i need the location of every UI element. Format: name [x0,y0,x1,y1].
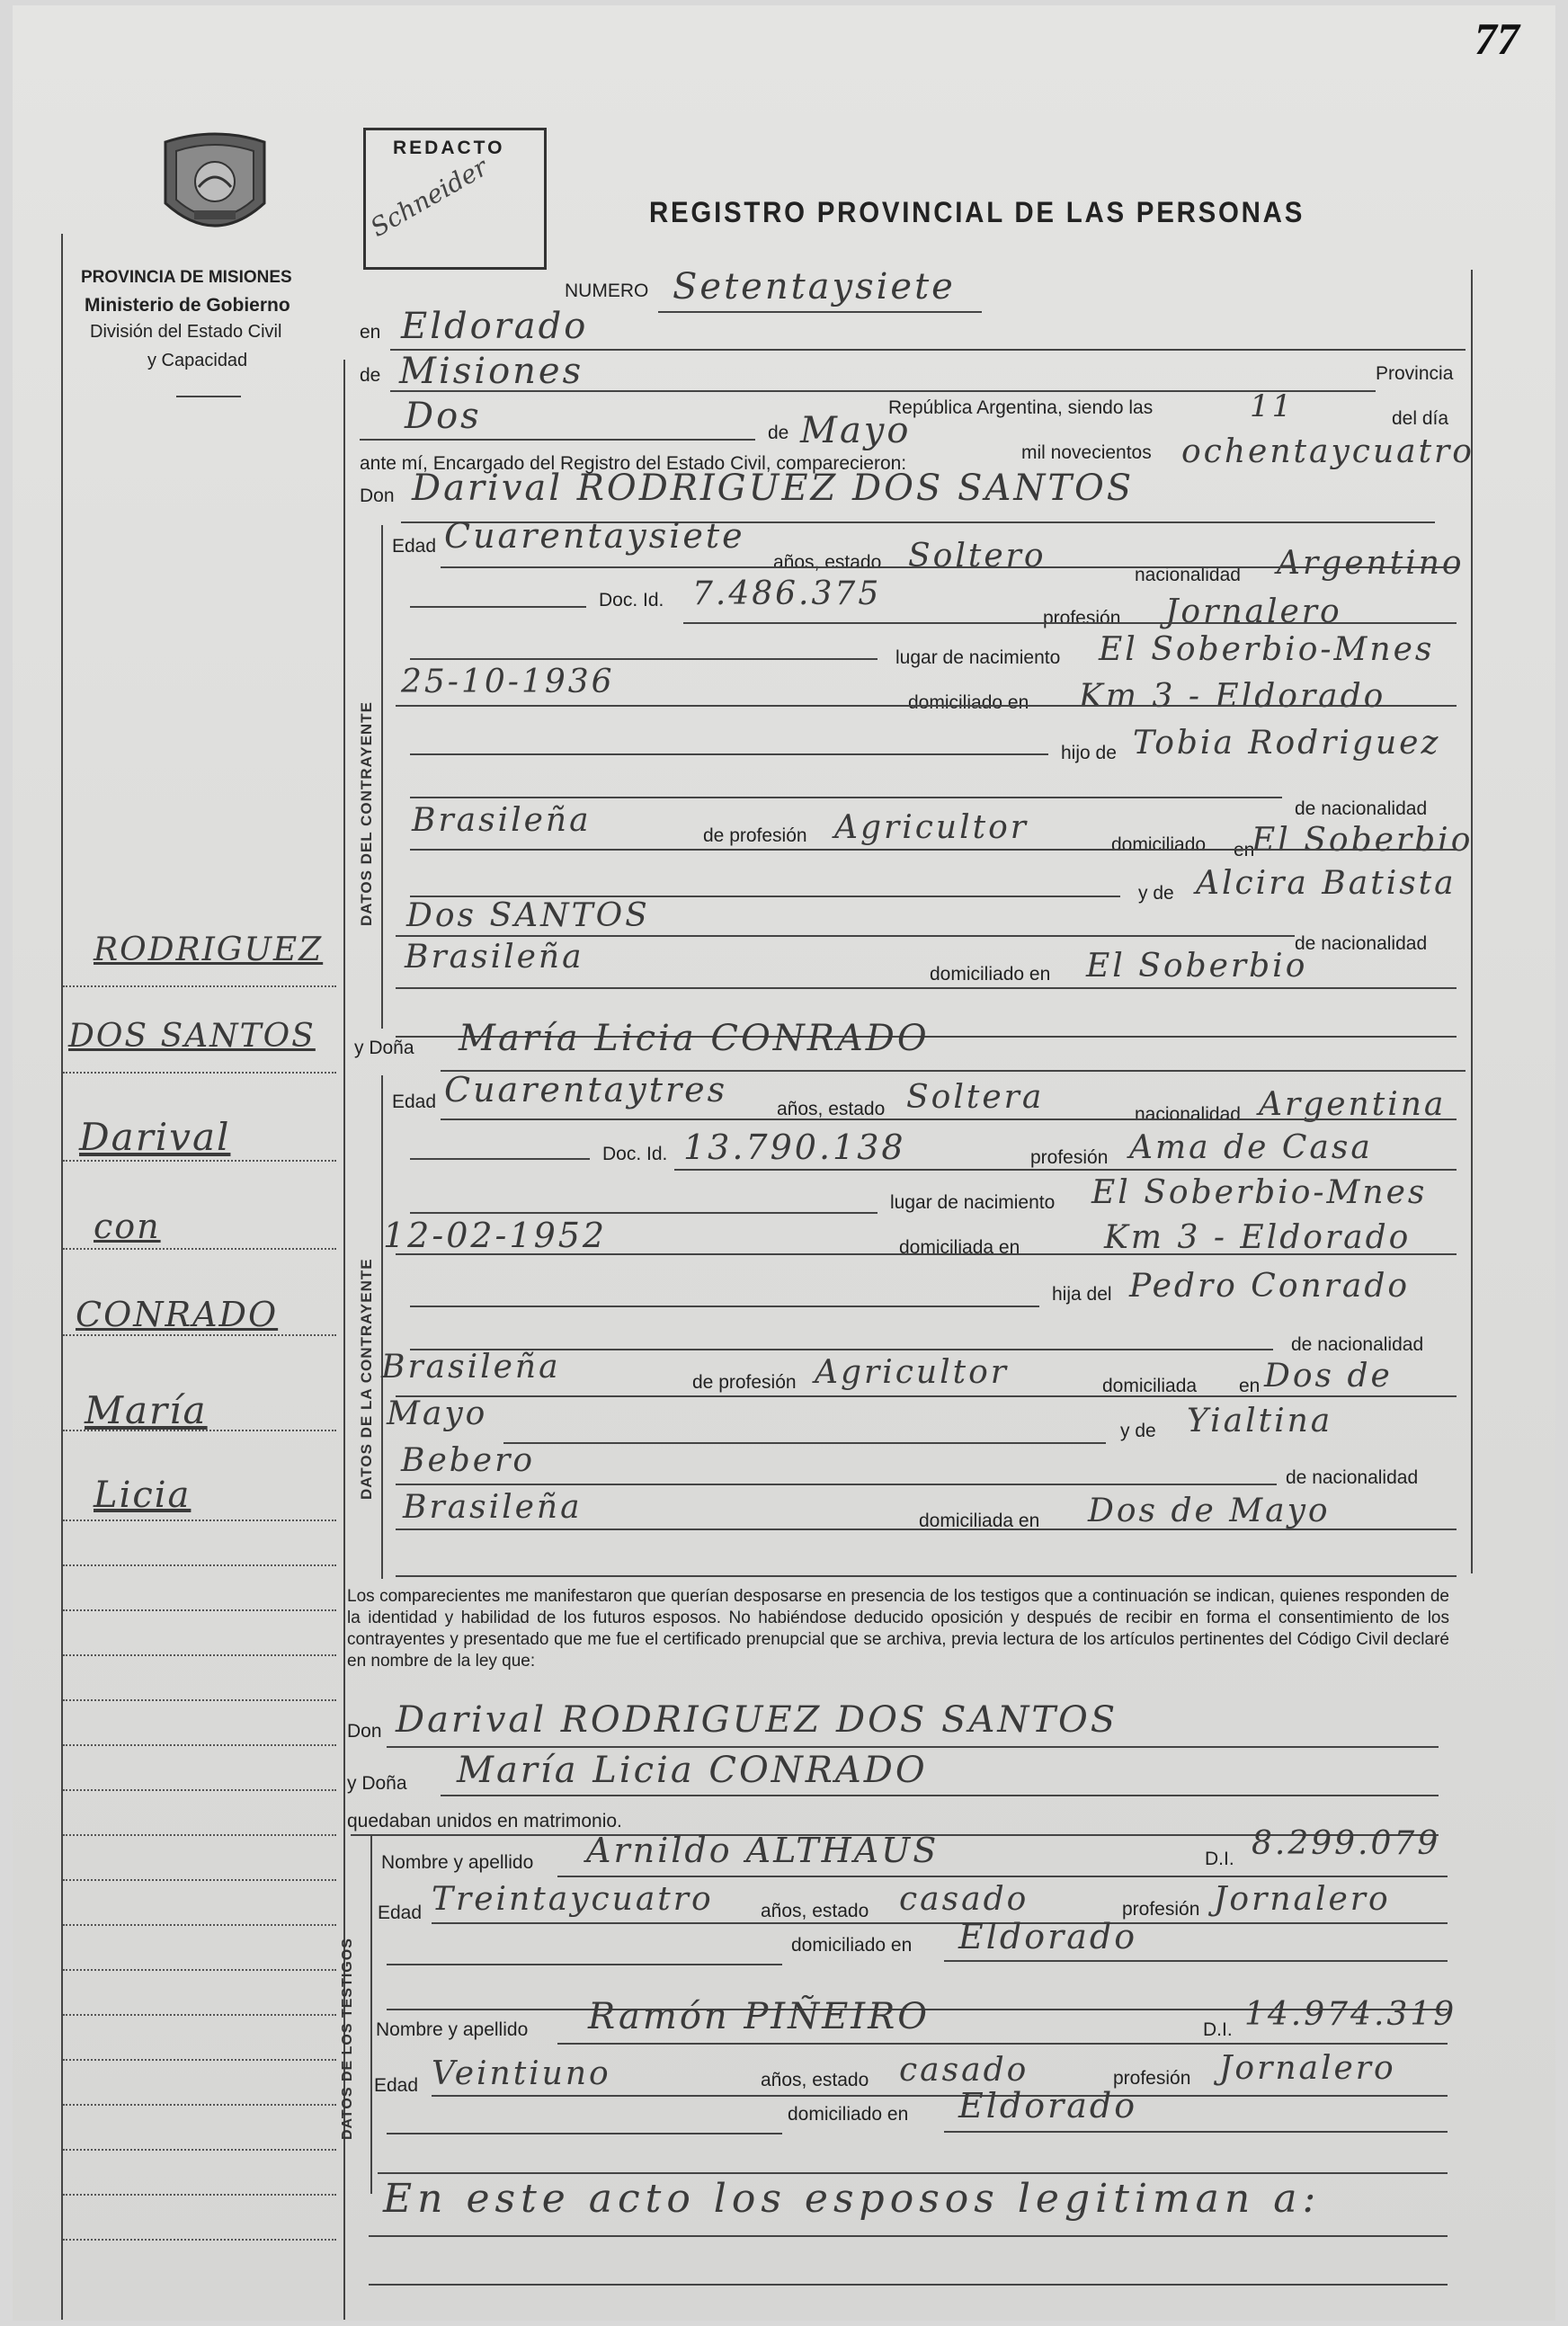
rule [658,311,982,313]
label-de-nac-madre-el: de nacionalidad [1295,933,1428,954]
side-title-contrayente: DATOS DEL CONTRAYENTE [358,701,375,926]
label-doc-el: Doc. Id. [599,590,664,610]
value-nac-padre-ella: Brasileña [381,1349,561,1386]
rule [410,606,586,608]
value-dona: María Licia CONRADO [459,1018,930,1059]
rule [944,2131,1448,2133]
label-edad-ella: Edad [392,1092,437,1112]
value-t1-di: 8.299.079 [1252,1825,1441,1862]
margin-rule [63,2104,336,2106]
value-estado-el: Soltero [908,538,1047,575]
rule [378,2172,1448,2174]
margin-note-1: RODRIGUEZ [94,931,324,968]
label-de-prof-padre-ella: de profesión [692,1372,797,1393]
margin-rule [63,1654,336,1656]
label-anos-estado-el: años, estado [773,552,882,573]
label-t2-nombre: Nombre y apellido [376,2019,529,2040]
value-t2-di: 14.974.319 [1244,1996,1457,2033]
value-prof-padre-ella: Agricultor [815,1354,1009,1391]
side-title-la-contrayente: DATOS DE LA CONTRAYENTE [358,1258,375,1500]
left-margin-line [61,234,63,2320]
declaration-paragraph: Los comparecientes me manifestaron que querían desposarse en presencia de los testigos que a continuación se indican, quienes responden de la identidad y habilidad de los futuros esposos. No habiéndose deducido oposición y después de recibir en forma el consentimiento de los contrayentes y presentado que me fue el certificado prenupcial que se archiva, previa lectura de los artículos pertinentes del Código Civil declaré en nombre de la ley que: [347,1587,1449,1671]
label-domiciliado-padre-el: domiciliado [1111,834,1207,855]
margin-note-4: con [94,1207,161,1246]
value-prof-el: Jornalero [1165,593,1342,630]
label-y-dona-2: y Doña [347,1773,407,1794]
label-lugar-el: lugar de nacimiento [895,647,1061,668]
label-de-nac-madre-ella: de nacionalidad [1286,1467,1419,1488]
margin-rule [63,1969,336,1971]
section-bracket [381,1075,383,1579]
value-fecha-el: 25-10-1936 [401,664,615,700]
rule [369,2235,1448,2237]
label-dom-madre-ella: domiciliada en [919,1511,1040,1531]
margin-rule [63,1699,336,1701]
label-nac-el: nacionalidad [1135,565,1241,585]
label-y-dona: y Doña [354,1038,414,1058]
value-t1-estado: casado [899,1881,1029,1918]
value-dom-padre-el: El Soberbio [1252,822,1474,859]
rule [390,390,1376,392]
value-lugar-el: El Soberbio-Mnes [1099,631,1435,668]
value-nac-padre-el: Brasileña [412,802,592,839]
label-anos-estado-ella: años, estado [777,1099,886,1119]
label-ante: ante mí, Encargado del Registro del Estado Civil, comparecieron: [360,453,907,474]
rule [396,1575,1457,1577]
value-prof-ella: Ama de Casa [1129,1129,1373,1166]
label-republica: República Argentina, siendo las [888,397,1154,418]
value-nac-madre-el: Brasileña [405,939,584,976]
value-dia: Dos [405,396,482,437]
rule [944,1960,1448,1962]
office-line-1: PROVINCIA DE MISIONES [81,268,292,287]
value-de: Misiones [399,351,584,392]
margin-rule [63,1160,336,1162]
margin-rule [63,1744,336,1746]
section-bracket [370,1834,372,2194]
margin-rule [63,2194,336,2196]
value-nac-madre-ella: Brasileña [403,1489,583,1526]
rule [410,849,1457,851]
rule [396,987,1457,989]
label-t2-di: D.I. [1203,2019,1233,2040]
margin-rule [63,1334,336,1336]
margin-rule [63,1609,336,1611]
margin-note-2: DOS SANTOS [68,1018,316,1055]
rule [441,1795,1439,1796]
margin-rule [63,1248,336,1250]
office-line-2: Ministerio de Gobierno [85,295,290,316]
margin-rule [63,1924,336,1926]
label-t1-anos-estado: años, estado [761,1901,869,1921]
value-madre-ella: Yialtina [1187,1403,1333,1439]
label-en-padre-el: en [1234,840,1255,860]
margin-rule [63,2239,336,2241]
value-t2-nombre: Ramón PIÑEIRO [588,1996,930,2037]
label-y-de-ella: y de [1120,1421,1156,1441]
office-line-3: División del Estado Civil [90,322,282,342]
section-bracket [381,525,383,1029]
label-mil: mil novecientos [1021,442,1152,463]
office-line-4: y Capacidad [147,351,248,370]
value-numero: Setentaysiete [673,266,956,307]
rule [432,1922,1448,1924]
value-dom-ella: Km 3 - Eldorado [1104,1219,1412,1256]
value-dona-2: María Licia CONRADO [457,1750,928,1791]
value-nac-ella: Argentina [1259,1086,1447,1123]
label-y-de-el: y de [1138,883,1174,904]
label-de-mes: de [768,423,789,443]
rule [503,1442,1106,1444]
label-dom-madre-el: domiciliado en [930,964,1051,985]
margin-rule [63,1879,336,1881]
rule [396,1484,1277,1485]
rule [387,1746,1439,1748]
value-estado-ella: Soltera [906,1079,1045,1116]
value-nac-el: Argentino [1277,545,1465,582]
margin-rule [63,2059,336,2061]
value-nota: En este acto los esposos legitiman a: [383,2176,1322,2222]
value-doc-ella: 13.790.138 [683,1127,906,1167]
margin-rule [63,1789,336,1791]
value-dom-madre-el: El Soberbio [1086,948,1308,985]
value-madre-el: Alcira Batista [1196,865,1457,902]
label-t1-prof: profesión [1122,1899,1200,1920]
rule [410,797,1282,798]
rule [410,753,1048,755]
rule [396,705,1457,707]
value-dom-padre-ella-2: Mayo [387,1395,488,1432]
label-t1-dom: domiciliado en [791,1935,913,1956]
rule [360,439,755,441]
page-number: 77 [1470,13,1524,64]
rule [557,1876,1448,1877]
stamp-signature: Schneider [365,152,493,243]
rule [396,1395,1457,1397]
rule [396,1528,1457,1530]
redacto-stamp [363,128,547,270]
label-lugar-ella: lugar de nacimiento [890,1192,1056,1213]
value-t2-edad: Veintiuno [432,2055,611,2092]
margin-note-3: Darival [79,1115,231,1159]
value-dom-madre-ella: Dos de Mayo [1088,1493,1331,1529]
rule [396,1253,1457,1255]
value-doc-el: 7.486.375 [692,575,882,612]
margin-note-7: Licia [94,1475,192,1516]
rule [410,658,878,660]
rule [369,2284,1448,2286]
margin-rule [63,985,336,987]
value-padre-el: Tobia Rodriguez [1133,725,1441,762]
label-prof-ella: profesión [1030,1147,1109,1168]
label-numero: NUMERO [565,281,649,301]
label-de-prof-padre-el: de profesión [703,825,807,846]
label-en: en [360,322,381,343]
value-t2-estado: casado [899,2052,1029,2089]
label-de-nac-padre-el: de nacionalidad [1295,798,1428,819]
value-padre-ella: Pedro Conrado [1129,1268,1411,1305]
value-hora: 11 [1250,388,1295,424]
label-nac-ella: nacionalidad [1135,1104,1241,1125]
margin-rule [63,1564,336,1566]
value-t1-dom: Eldorado [958,1917,1138,1956]
rule [441,1118,1457,1120]
label-hijo-de: hijo de [1061,743,1117,763]
label-quedaban: quedaban unidos en matrimonio. [347,1811,622,1831]
rule [387,2133,782,2134]
value-madre-el-2: Dos SANTOS [406,897,650,934]
label-t1-di: D.I. [1205,1849,1234,1869]
value-t2-prof: Jornalero [1219,2050,1396,2087]
label-de: de [360,365,381,386]
side-title-testigos: DATOS DE LOS TESTIGOS [340,1938,355,2140]
label-t2-dom: domiciliado en [788,2104,909,2125]
margin-note-5: CONRADO [76,1295,279,1334]
margin-rule [63,1072,336,1074]
value-en: Eldorado [401,306,589,347]
rule [410,1158,590,1160]
label-dom-ella: domiciliada en [899,1237,1020,1258]
label-don-2: Don [347,1721,382,1742]
label-edad-el: Edad [392,536,437,557]
document-title: REGISTRO PROVINCIAL DE LAS PERSONAS [649,196,1305,228]
value-madre-ella-2: Bebero [401,1442,535,1479]
rule [674,1169,1457,1171]
margin-rule [63,2149,336,2151]
value-don: Darival RODRIGUEZ DOS SANTOS [412,468,1135,509]
label-prof-el: profesión [1043,608,1121,628]
margin-rule [63,1519,336,1521]
value-t1-nombre: Arnildo ALTHAUS [586,1831,940,1870]
value-t1-prof: Jornalero [1214,1881,1391,1918]
margin-rule [63,2014,336,2016]
value-dom-el: Km 3 - Eldorado [1079,678,1386,715]
label-domiciliada-padre-ella: domiciliada [1102,1376,1198,1396]
value-prof-padre-el: Agricultor [834,809,1029,846]
value-lugar-ella: El Soberbio-Mnes [1091,1174,1428,1211]
label-t2-edad: Edad [374,2075,419,2096]
rule [683,622,1457,624]
label-de-nac-padre-ella: de nacionalidad [1291,1334,1424,1355]
stamp-label: REDACTO [393,138,505,158]
rule [410,1306,1039,1307]
margin-rule [63,1834,336,1836]
value-don-2: Darival RODRIGUEZ DOS SANTOS [396,1699,1118,1741]
value-fecha-ella: 12-02-1952 [383,1216,608,1255]
value-anio: ochentaycuatro [1181,433,1474,470]
label-dom-el: domiciliado en [908,692,1029,713]
provincial-seal [158,131,272,246]
rule [441,566,1457,568]
margin-note-6: María [85,1388,208,1432]
rule [432,2095,1448,2097]
label-hija-del: hija del [1052,1284,1112,1305]
rule [396,935,1295,937]
label-t1-nombre: Nombre y apellido [381,1852,534,1873]
rule [410,1212,878,1214]
label-del-dia: del día [1392,408,1449,429]
label-t2-anos-estado: años, estado [761,2070,869,2090]
label-en-padre-ella: en [1239,1376,1261,1396]
label-don: Don [360,486,395,506]
rule [557,2043,1448,2045]
value-edad-ella: Cuarentaytres [444,1070,728,1110]
label-provincia: Provincia [1376,363,1454,384]
value-edad-el: Cuarentaysiete [444,516,745,556]
label-t1-edad: Edad [378,1903,423,1923]
value-t1-edad: Treintaycuatro [432,1881,714,1918]
office-underline [176,396,241,397]
value-t2-dom: Eldorado [958,2086,1138,2125]
label-doc-ella: Doc. Id. [602,1144,668,1164]
rule [387,1964,782,1965]
label-t2-prof: profesión [1113,2068,1191,2089]
value-mes: Mayo [800,410,912,451]
value-dom-padre-ella: Dos de [1264,1358,1393,1395]
